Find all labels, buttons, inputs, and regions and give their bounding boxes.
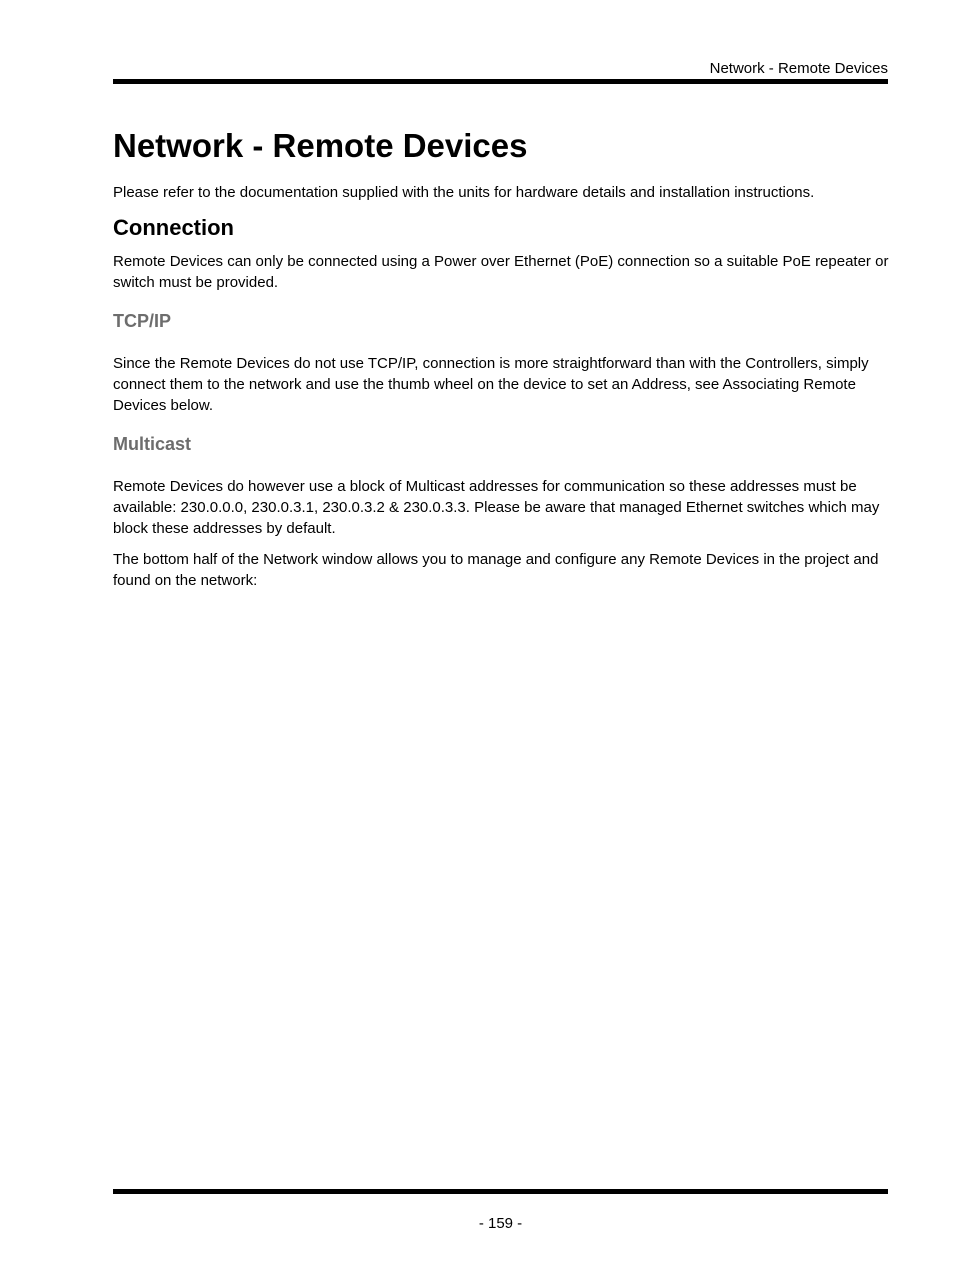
running-header: Network - Remote Devices: [709, 60, 888, 77]
tcpip-paragraph: Since the Remote Devices do not use TCP/IP, connection is more straightforward than with the Controllers, simply connect them to the network and use the thumb wheel on the device to set an Address, see Associating Remote Devices below.: [113, 355, 869, 414]
connection-paragraph: Remote Devices can only be connected using a Power over Ethernet (PoE) connection so a suitable PoE repeater or switch must be provided.: [113, 253, 889, 291]
tcpip-heading: TCP/IP: [113, 311, 172, 331]
multicast-heading: Multicast: [113, 434, 192, 454]
intro-paragraph: Please refer to the documentation supplied with the units for hardware details and installation instructions.: [113, 184, 815, 201]
network-window-paragraph: The bottom half of the Network window allows you to manage and configure any Remote Devices in the project and found on the network:: [113, 551, 879, 589]
page-title: Network - Remote Devices: [113, 127, 528, 164]
page-content: [113, 126, 891, 601]
footer-rule: [113, 1189, 888, 1194]
page-number: - 159 -: [478, 1215, 523, 1232]
multicast-paragraph: Remote Devices do however use a block of Multicast addresses for communication so these addresses must be available: 230.0.0.0, 230.0.3.1, 230.0.3.2 & 230.0.3.3. Please be aware that managed Ethernet switches which may block these addresses by default.: [113, 478, 880, 537]
connection-heading: Connection: [113, 215, 234, 240]
header-rule: [113, 79, 888, 84]
